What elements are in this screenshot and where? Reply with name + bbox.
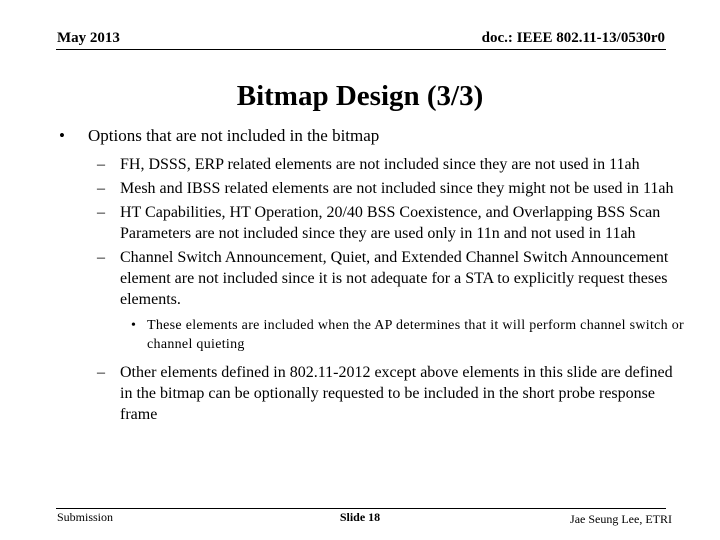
sub-bullet-text: Mesh and IBSS related elements are not included since they might not be used in 11ah xyxy=(120,180,674,197)
sub-bullet xyxy=(57,247,685,310)
dash-marker: – xyxy=(97,249,105,266)
bullet-marker: • xyxy=(131,318,137,333)
footer-rule xyxy=(56,508,666,509)
sub-bullet-text: Other elements defined in 802.11-2012 except above elements in this slide are defined in the bitmap can be optionally requested to be included in the short probe response frame xyxy=(120,364,673,423)
footer-author: Jae Seung Lee, ETRI xyxy=(570,512,672,526)
sub-bullet xyxy=(57,362,685,425)
header-rule xyxy=(56,49,666,50)
dash-marker: – xyxy=(97,156,105,173)
sub-bullet xyxy=(57,178,685,199)
sub-bullet-text: HT Capabilities, HT Operation, 20/40 BSS Coexistence, and Overlapping BSS Scan Parameters are not included since they are used only in 11n and not used in 11ah xyxy=(120,204,661,242)
header-doc-id: doc.: IEEE 802.11-13/0530r0 xyxy=(481,30,665,46)
dash-marker: – xyxy=(97,180,105,197)
main-bullet-text: Options that are not included in the bitmap xyxy=(88,126,380,145)
sub-bullet-text: FH, DSSS, ERP related elements are not included since they are not used in 11ah xyxy=(120,156,640,173)
main-bullet xyxy=(57,126,697,146)
slide-content xyxy=(57,126,697,428)
footer-submission: Submission xyxy=(57,510,114,524)
slide-title: Bitmap Design (3/3) xyxy=(236,80,484,112)
sub-bullet xyxy=(57,202,685,244)
dash-marker: – xyxy=(97,364,105,381)
sub-bullet xyxy=(57,154,685,175)
sub-bullet-text: Channel Switch Announcement, Quiet, and Extended Channel Switch Announcement element are not included since it is not adequate for a STA to explicitly request theses elements. xyxy=(120,249,669,308)
header-date: May 2013 xyxy=(57,30,120,46)
footer-slide-number: Slide 18 xyxy=(339,510,381,524)
third-level-text: These elements are included when the AP determines that it will perform channel switch or channel quieting xyxy=(147,318,685,352)
dash-marker: – xyxy=(97,204,105,221)
bullet-marker: • xyxy=(59,126,65,145)
third-level-bullet xyxy=(57,316,687,354)
